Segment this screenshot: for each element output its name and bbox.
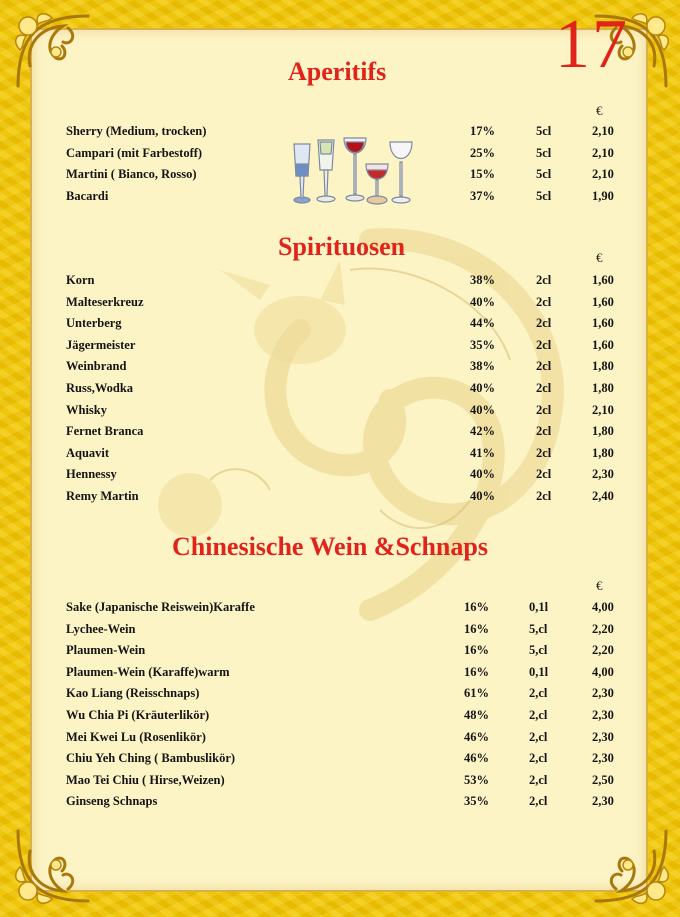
item-abv: 35% (464, 794, 489, 809)
menu-item-row (0, 770, 680, 792)
item-name: Plaumen-Wein (66, 643, 146, 658)
item-price: 2,30 (592, 467, 614, 482)
section-title-chinesische: Chinesische Wein &Schnaps (172, 532, 488, 561)
item-price: 1,90 (592, 188, 614, 203)
item-price: 2,40 (592, 488, 614, 503)
item-price: 1,80 (592, 380, 614, 395)
item-abv: 16% (464, 621, 489, 636)
item-abv: 16% (464, 643, 489, 658)
item-volume: 2cl (536, 273, 552, 287)
item-abv: 35% (470, 337, 495, 352)
menu-item-row (0, 292, 680, 314)
item-name: Weinbrand (66, 359, 127, 374)
menu-item-row (0, 421, 680, 443)
item-price: 1,60 (592, 316, 614, 331)
item-name: Unterberg (66, 316, 122, 331)
item-price: 1,60 (592, 294, 614, 309)
item-price: 1,60 (592, 273, 614, 287)
item-name: Martini ( Bianco, Rosso) (66, 167, 197, 182)
item-abv: 61% (464, 686, 489, 701)
page-number: 17 (555, 6, 629, 83)
item-name: Plaumen-Wein (Karaffe)warm (66, 664, 230, 679)
item-abv: 46% (464, 729, 489, 744)
item-volume: 5cl (536, 188, 552, 203)
item-volume: 2cl (536, 380, 552, 395)
menu-item-row (0, 443, 680, 465)
item-name: Kao Liang (Reisschnaps) (66, 686, 200, 701)
item-volume: 2,cl (529, 772, 548, 787)
item-name: Campari (mit Farbestoff) (66, 145, 203, 160)
item-volume: 2cl (536, 424, 552, 439)
item-name: Bacardi (66, 188, 109, 203)
item-abv: 40% (470, 294, 495, 309)
menu-item-row (0, 400, 680, 422)
item-volume: 2,cl (529, 686, 548, 701)
item-abv: 46% (464, 751, 489, 766)
item-price: 1,80 (592, 445, 614, 460)
item-name: Korn (66, 273, 95, 287)
item-abv: 38% (470, 359, 495, 374)
menu-item-row (0, 640, 680, 662)
menu-item-row (0, 705, 680, 727)
menu-item-row (0, 727, 680, 749)
item-name: Russ,Wodka (66, 380, 134, 395)
item-name: Sherry (Medium, trocken) (66, 124, 207, 138)
item-price: 4,00 (592, 664, 614, 679)
item-name: Chiu Yeh Ching ( Bambuslikör) (66, 751, 236, 766)
currency-label: € (596, 578, 603, 593)
ornament-corner-icon (8, 821, 98, 911)
item-volume: 2,cl (529, 751, 548, 766)
item-volume: 2cl (536, 488, 552, 503)
item-price: 4,00 (592, 600, 614, 614)
menu-item-row (0, 597, 680, 619)
item-price: 2,30 (592, 751, 614, 766)
item-price: 2,10 (592, 124, 614, 138)
item-name: Aquavit (66, 445, 110, 460)
chinesische-list (0, 597, 680, 813)
item-volume: 2,cl (529, 707, 548, 722)
item-abv: 15% (470, 167, 495, 182)
item-price: 2,30 (592, 729, 614, 744)
item-abv: 16% (464, 600, 489, 614)
item-volume: 5,cl (529, 621, 548, 636)
menu-item-row (0, 378, 680, 400)
menu-item-row (0, 356, 680, 378)
item-volume: 2,cl (529, 794, 548, 809)
item-abv: 40% (470, 402, 495, 417)
item-price: 2,30 (592, 686, 614, 701)
item-volume: 2cl (536, 316, 552, 331)
item-volume: 5cl (536, 145, 552, 160)
menu-item-row (0, 791, 680, 813)
item-name: Remy Martin (66, 488, 139, 503)
item-abv: 25% (470, 145, 495, 160)
menu-item-row (0, 619, 680, 641)
item-volume: 2cl (536, 467, 552, 482)
spirituosen-list (0, 270, 680, 508)
item-volume: 5,cl (529, 643, 548, 658)
item-abv: 53% (464, 772, 489, 787)
item-price: 1,80 (592, 359, 614, 374)
item-volume: 2cl (536, 402, 552, 417)
item-name: Mei Kwei Lu (Rosenlikör) (66, 729, 206, 744)
section-title-spirituosen: Spirituosen (278, 232, 406, 261)
item-price: 2,20 (592, 643, 614, 658)
item-name: Ginseng Schnaps (66, 794, 158, 809)
currency-label: € (596, 250, 603, 265)
menu-item-row (0, 335, 680, 357)
ornament-corner-icon (586, 821, 676, 911)
item-name: Lychee-Wein (66, 621, 136, 636)
ornament-corner-icon (8, 6, 98, 96)
item-name: Whisky (66, 402, 107, 417)
item-price: 2,30 (592, 707, 614, 722)
item-price: 2,30 (592, 794, 614, 809)
item-volume: 5cl (536, 124, 552, 138)
item-abv: 40% (470, 488, 495, 503)
wine-glasses-illustration (290, 134, 415, 208)
item-abv: 37% (470, 188, 495, 203)
item-abv: 40% (470, 467, 495, 482)
item-price: 2,10 (592, 402, 614, 417)
menu-item-row (0, 683, 680, 705)
menu-item-row (0, 662, 680, 684)
item-price: 2,20 (592, 621, 614, 636)
item-price: 2,50 (592, 772, 614, 787)
item-price: 1,60 (592, 337, 614, 352)
item-price: 2,10 (592, 167, 614, 182)
item-abv: 16% (464, 664, 489, 679)
item-volume: 2cl (536, 294, 552, 309)
item-name: Malteserkreuz (66, 294, 144, 309)
menu-item-row (0, 313, 680, 335)
item-name: Wu Chia Pi (Kräuterlikör) (66, 707, 210, 722)
item-price: 1,80 (592, 424, 614, 439)
item-volume: 2cl (536, 445, 552, 460)
item-volume: 5cl (536, 167, 552, 182)
currency-label: € (596, 103, 603, 118)
item-name: Jägermeister (66, 337, 136, 352)
item-price: 2,10 (592, 145, 614, 160)
item-name: Mao Tei Chiu ( Hirse,Weizen) (66, 772, 225, 787)
item-name: Fernet Branca (66, 424, 144, 439)
item-abv: 41% (470, 445, 495, 460)
item-volume: 2cl (536, 337, 552, 352)
item-abv: 42% (470, 424, 495, 439)
item-volume: 0,1l (529, 600, 549, 614)
menu-item-row (0, 748, 680, 770)
item-abv: 44% (470, 316, 495, 331)
item-name: Sake (Japanische Reiswein)Karaffe (66, 600, 255, 614)
item-abv: 48% (464, 707, 489, 722)
item-volume: 0,1l (529, 664, 549, 679)
item-abv: 17% (470, 124, 495, 138)
item-name: Hennessy (66, 467, 117, 482)
menu-item-row (0, 464, 680, 486)
menu-item-row (0, 270, 680, 292)
item-volume: 2,cl (529, 729, 548, 744)
menu-item-row (0, 486, 680, 508)
item-volume: 2cl (536, 359, 552, 374)
item-abv: 40% (470, 380, 495, 395)
item-abv: 38% (470, 273, 495, 287)
section-title-aperitifs: Aperitifs (288, 57, 387, 86)
